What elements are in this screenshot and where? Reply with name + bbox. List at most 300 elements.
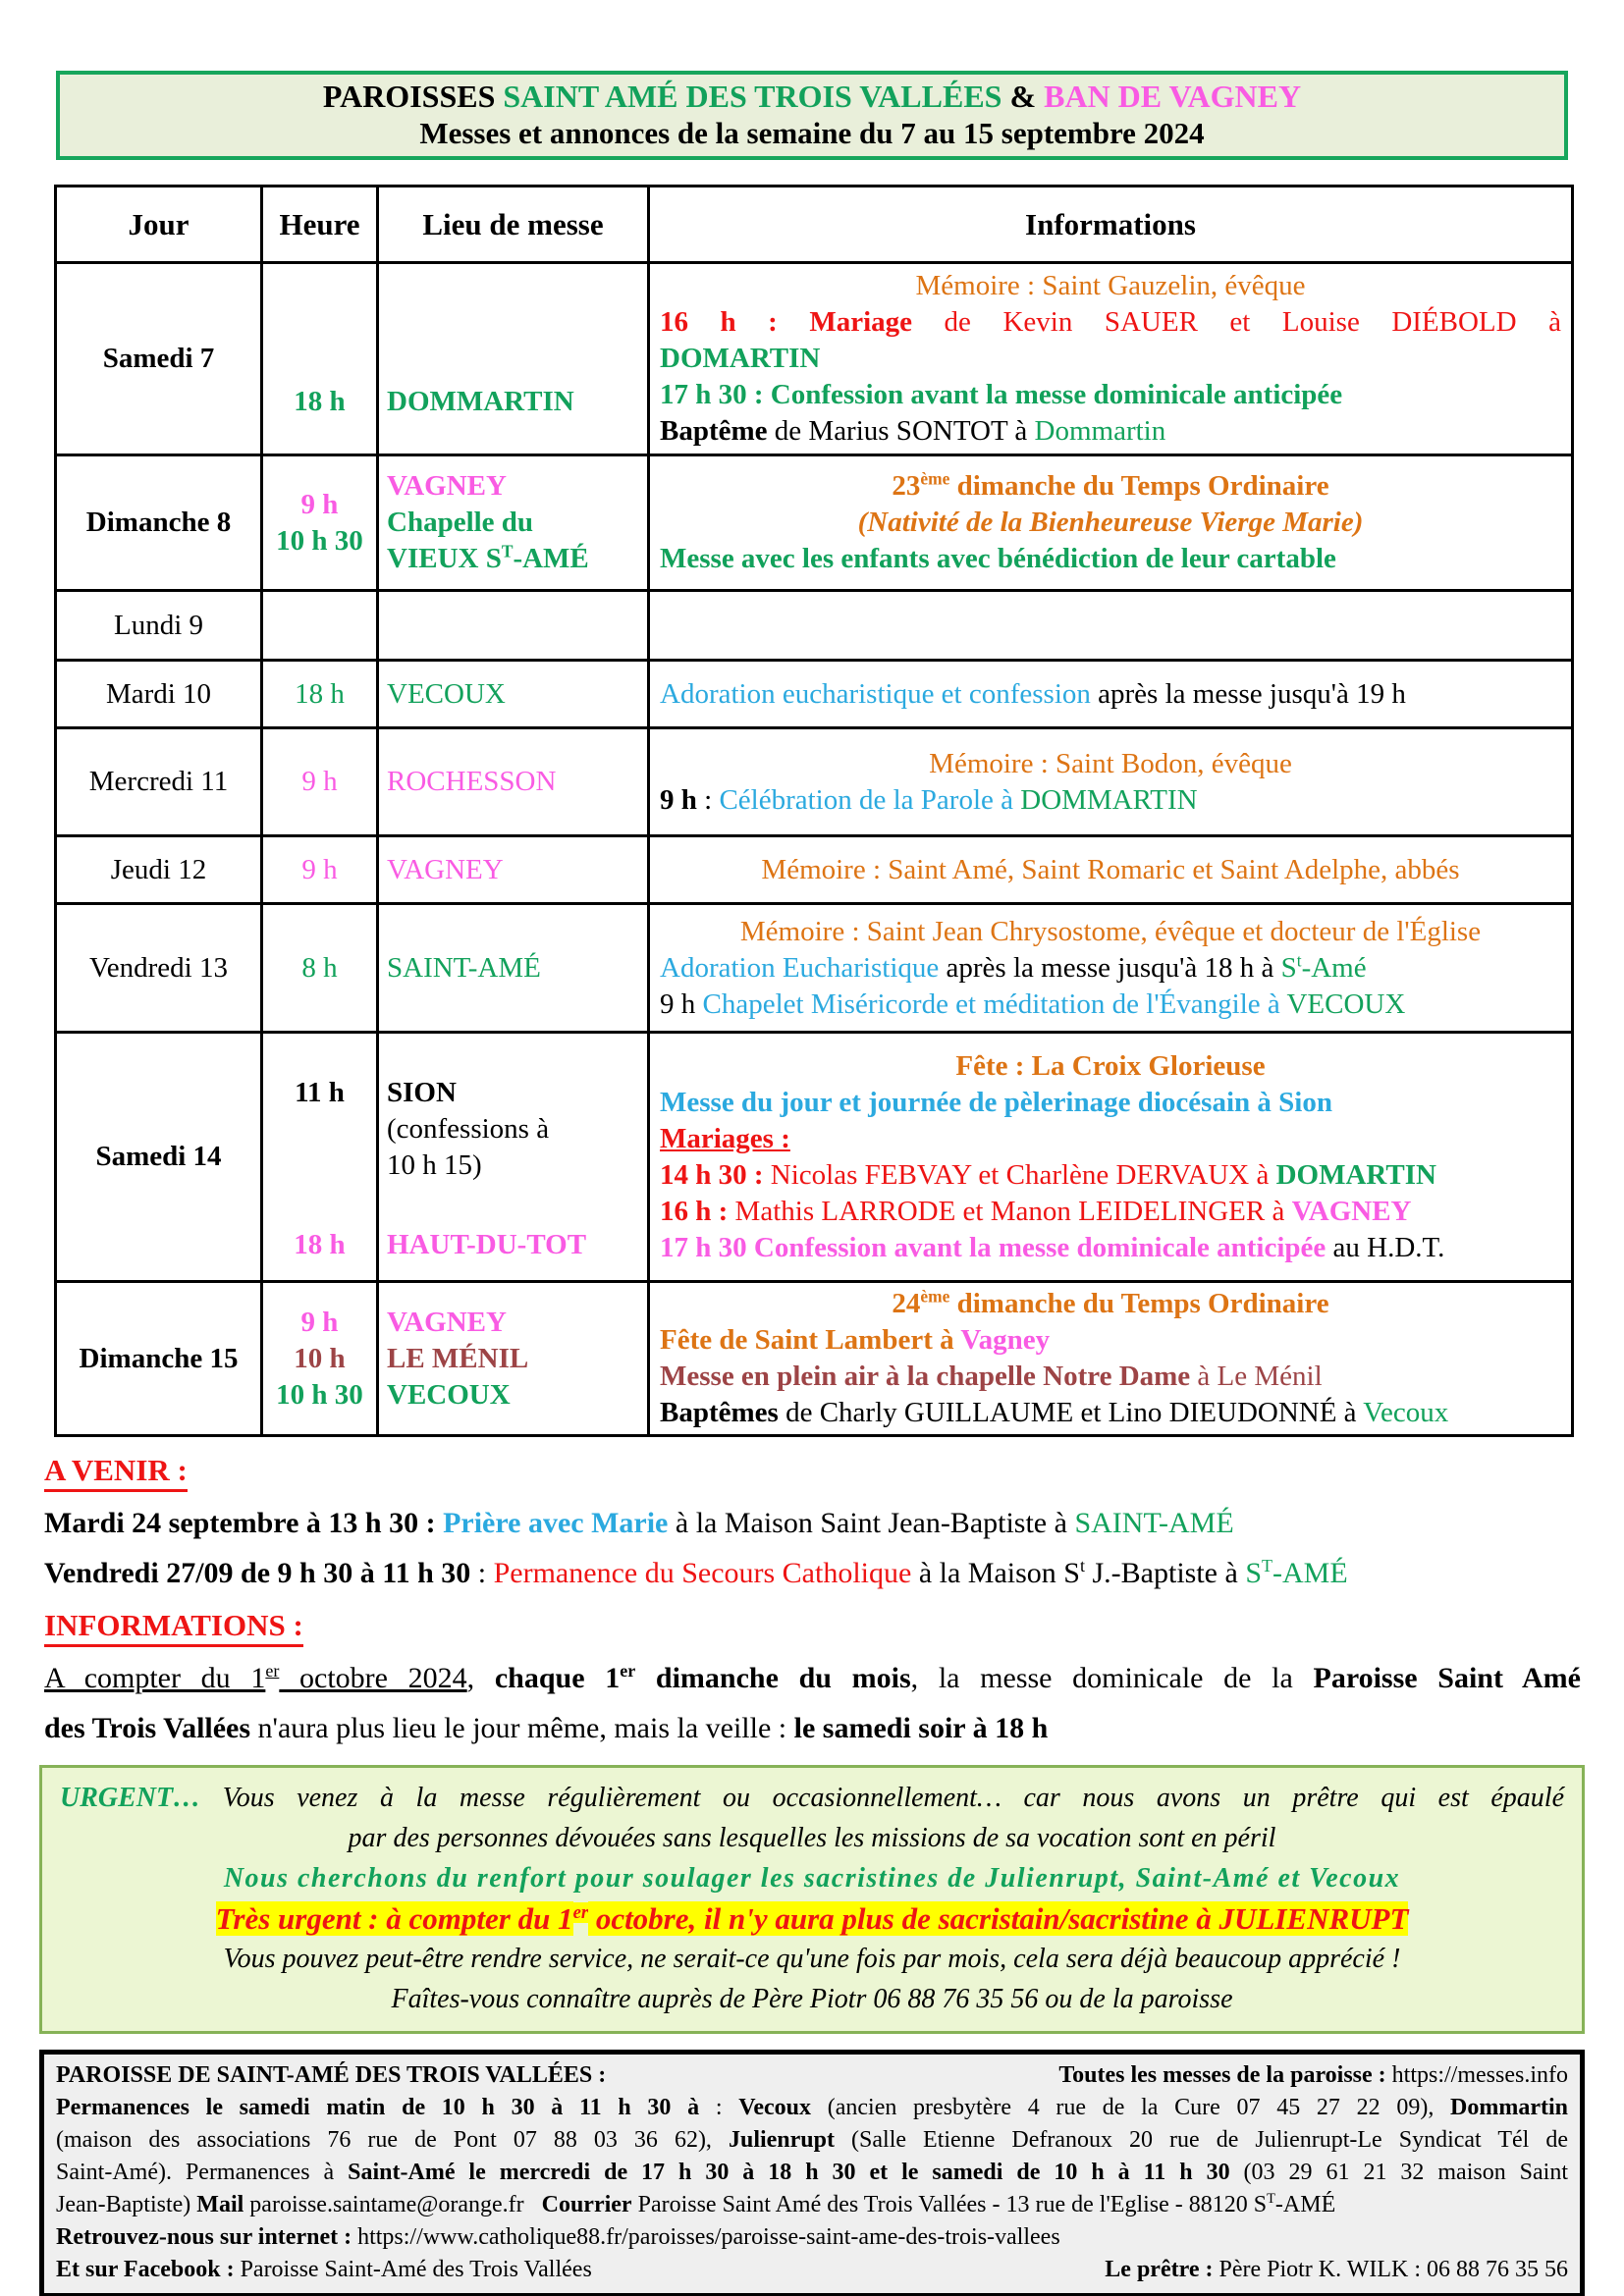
heure-cell: [262, 661, 378, 728]
lieu-cell: [378, 728, 649, 836]
text-line: [660, 914, 1561, 950]
info-cell: [649, 1282, 1573, 1436]
text-segment: T: [1262, 1556, 1272, 1575]
text-segment: Permanences le samedi matin de 10 h 30 à 11 h 30 à: [56, 2095, 700, 2120]
schedule-row-samedi-14: [56, 1033, 1573, 1282]
text-segment: dimanche du mois: [635, 1662, 911, 1694]
text-segment: 17 h 30 : Confession avant la messe dominicale anticipée: [660, 379, 1343, 410]
text-segment: Adoration eucharistique et confession: [660, 677, 1091, 710]
text-segment: 11 h: [295, 1077, 345, 1108]
lieu-cell: [378, 263, 649, 455]
jour-cell: [56, 836, 262, 904]
text-segment: de Marius SONTOT à: [767, 415, 1035, 447]
text-segment: 24: [892, 1288, 921, 1319]
text-segment: à la Maison S: [911, 1557, 1080, 1589]
info-cell: [649, 836, 1573, 904]
jour-cell: [56, 904, 262, 1033]
text-line: [263, 1075, 376, 1111]
text-segment: Baptême: [660, 415, 768, 447]
heure-cell: [262, 263, 378, 455]
text-segment: dimanche du Temps Ordinaire: [949, 470, 1329, 502]
text-segment: Vecoux: [1363, 1397, 1449, 1428]
text-segment: PAROISSE DE SAINT-AMÉ DES TROIS VALLÉES :: [56, 2062, 607, 2088]
text-line: [263, 384, 376, 420]
text-segment: SAINT-AMÉ: [387, 951, 541, 984]
text-segment: chaque 1: [494, 1662, 621, 1694]
text-segment: au H.D.T.: [1326, 1231, 1445, 1263]
text-segment: après la messe jusqu'à 19 h: [1090, 677, 1406, 710]
text-line: [660, 1395, 1561, 1431]
text-line: [660, 304, 1561, 341]
lieu-cell: [378, 661, 649, 728]
info-cell: [649, 661, 1573, 728]
text-segment: SION: [387, 1077, 457, 1108]
schedule-row-lundi-9: [56, 591, 1573, 661]
text-segment: Retrouvez-nous sur internet :: [56, 2224, 352, 2250]
line-left: [56, 2059, 606, 2092]
text-segment: ROCHESSON: [387, 766, 557, 797]
text-segment: Mémoire : Saint Bodon, évêque: [929, 747, 1292, 779]
text-line: [60, 1939, 1564, 1979]
lieu-cell: [378, 591, 649, 661]
text-line: [56, 2059, 1568, 2092]
text-segment: Jean-Baptiste): [56, 2192, 197, 2217]
text-segment: octobre 2024: [279, 1662, 467, 1694]
text-segment: 16 h :: [660, 1195, 729, 1227]
schedule-row-jeudi-12: [56, 836, 1573, 904]
text-segment: 14 h 30 :: [660, 1158, 764, 1191]
text-line: [263, 676, 376, 713]
text-segment: Mariages :: [660, 1122, 790, 1154]
text-line: [263, 1341, 376, 1377]
text-line: [57, 608, 260, 644]
text-segment: VECOUX: [1286, 988, 1406, 1020]
schedule-row-vendredi-13: [56, 904, 1573, 1033]
text-segment: SAINT-AMÉ: [1074, 1507, 1234, 1539]
text-line: [660, 541, 1561, 577]
text-segment: , la messe dominicale de la: [910, 1662, 1314, 1694]
text-line: [387, 468, 647, 505]
text-segment: -AMÉ: [1274, 2192, 1336, 2217]
text-line: [660, 1085, 1561, 1121]
text-line: [660, 1230, 1561, 1266]
text-segment: VECOUX: [387, 677, 506, 710]
heure-cell: [262, 1033, 378, 1282]
link-text[interactable]: https://messes.info: [1385, 2062, 1568, 2088]
text-segment: 17 h 30 Confession avant la messe dominicale anticipée: [660, 1231, 1326, 1263]
contact-footer: [39, 2050, 1585, 2296]
text-segment: Fête : La Croix Glorieuse: [955, 1049, 1266, 1082]
text-line: [263, 950, 376, 987]
text-line: [660, 1048, 1561, 1085]
text-segment: Très urgent : à compter du 1: [215, 1901, 573, 1936]
text-line: [387, 1227, 647, 1263]
text-segment: Vendredi 27/09 de 9 h 30 à 11 h 30: [44, 1557, 471, 1589]
text-segment: Mémoire : Saint Jean Chrysostome, évêque et docteur de l'Église: [739, 915, 1482, 947]
text-segment: 8 h: [301, 951, 338, 984]
jour-cell: [56, 263, 262, 455]
text-segment: t: [1296, 949, 1302, 970]
text-segment: 10 h 30: [276, 524, 363, 557]
info-cell: [649, 455, 1573, 591]
text-line: [60, 1778, 1564, 1818]
text-segment: Prière avec Marie: [443, 1507, 669, 1539]
text-line: [57, 852, 260, 888]
lieu-cell: [378, 455, 649, 591]
text-line: [56, 2254, 1568, 2286]
lieu-cell: [378, 836, 649, 904]
text-line: [60, 1818, 1564, 1858]
text-segment: de Kevin SAUER et Louise DIÉBOLD à: [912, 306, 1561, 338]
text-segment: Nicolas FEBVAY et Charlène DERVAUX à: [763, 1158, 1276, 1191]
text-line: [387, 1075, 647, 1111]
text-line: [660, 950, 1561, 987]
text-line: [56, 2124, 1568, 2157]
text-segment: Dimanche 8: [85, 507, 232, 538]
text-segment: S: [1245, 1557, 1262, 1589]
text-segment: :: [470, 1557, 494, 1589]
text-segment: SAINT AMÉ DES TROIS VALLÉES: [503, 79, 1002, 114]
text-segment: n'aura plus lieu le jour même, mais la veille :: [250, 1712, 794, 1744]
text-segment: à Le Ménil: [1190, 1361, 1323, 1392]
text-segment: Courrier: [541, 2192, 632, 2217]
text-line: [660, 782, 1561, 819]
text-segment: Chapelet Miséricorde et méditation de l'Évangile à: [702, 988, 1287, 1020]
text-line: [263, 523, 376, 560]
text-segment: Chapelle du: [387, 507, 534, 538]
text-line: [660, 268, 1561, 304]
text-line: [263, 764, 376, 800]
text-line: [387, 852, 647, 888]
schedule-body: [56, 263, 1573, 1436]
text-line: [57, 505, 260, 541]
text-line: [60, 1898, 1564, 1939]
text-segment: Paroisse Saint Amé des Trois Vallées - 13 rue de l'Eglise - 88120 S: [631, 2192, 1268, 2217]
text-segment: Vecoux: [738, 2095, 812, 2120]
text-segment: DOMARTIN: [660, 343, 821, 374]
link-text[interactable]: https://www.catholique88.fr/paroisses/paroisse-saint-ame-des-trois-vallees: [352, 2224, 1060, 2250]
text-line: [56, 2221, 1568, 2254]
text-segment: (ancien presbytère 4 rue de la Cure 07 45 27 22 09),: [811, 2095, 1451, 2120]
text-segment: (03 29 61 21 32 maison Saint: [1229, 2160, 1569, 2185]
text-line: [60, 79, 1564, 115]
text-segment: VAGNEY: [387, 470, 507, 502]
text-line: [660, 505, 1561, 541]
text-segment: Saint-Amé le mercredi de 17 h 30 à 18 h 30 et le samedi de 10 h à 11 h 30: [348, 2160, 1230, 2185]
text-line: [387, 541, 647, 577]
mass-schedule-table: [54, 185, 1574, 1437]
text-segment: Nous cherchons du renfort pour soulager les sacristines de Julienrupt, Saint-Amé et Vecoux: [223, 1863, 1401, 1894]
col-header-jour: Jour: [56, 187, 262, 263]
info-cell: [649, 728, 1573, 836]
text-segment: à la Maison Saint Jean-Baptiste à: [668, 1507, 1075, 1539]
jour-cell: [56, 1282, 262, 1436]
text-line: [660, 852, 1561, 888]
text-segment: 10 h 15): [387, 1149, 482, 1181]
text-segment: Baptêmes: [660, 1397, 779, 1428]
schedule-row-mercredi-11: [56, 728, 1573, 836]
text-segment: Permanence du Secours Catholique: [493, 1557, 912, 1589]
text-line: [263, 1227, 376, 1263]
info-cell: [649, 591, 1573, 661]
text-segment: Saint-Amé). Permanences à: [56, 2160, 349, 2185]
text-segment: 18 h: [295, 677, 345, 710]
text-segment: Messe en plein air à la chapelle Notre Dame: [660, 1361, 1191, 1392]
text-segment: Mardi 24 septembre à 13 h 30 :: [44, 1507, 444, 1539]
col-header-informations: Informations: [649, 187, 1573, 263]
jour-cell: [56, 455, 262, 591]
text-segment: Mail: [196, 2192, 244, 2217]
line-left: [56, 2254, 592, 2286]
schedule-row-mardi-10: [56, 661, 1573, 728]
text-line: [660, 1194, 1561, 1230]
schedule-row-samedi-7: [56, 263, 1573, 455]
text-segment: VECOUX: [387, 1378, 511, 1411]
text-segment: PAROISSES: [322, 79, 504, 114]
text-line: [660, 1121, 1561, 1157]
text-segment: :: [699, 2095, 739, 2120]
text-segment: Adoration Eucharistique: [660, 951, 940, 984]
text-segment: par des personnes dévouées sans lesquelles les missions de sa vocation sont en péril: [348, 1823, 1276, 1853]
text-segment: Mardi 10: [105, 677, 212, 710]
text-line: [60, 1979, 1564, 2019]
text-segment: LE MÉNIL: [387, 1342, 529, 1374]
jour-cell: [56, 1033, 262, 1282]
text-segment: BAN DE VAGNEY: [1044, 79, 1302, 114]
text-segment: de Charly GUILLAUME et Lino DIEUDONNÉ à: [778, 1397, 1364, 1428]
text-line: [387, 676, 647, 713]
text-segment: (maison des associations 76 rue de Pont 07 88 03 36 62),: [56, 2127, 729, 2153]
text-segment: VIEUX S: [387, 543, 502, 574]
text-segment: 9 h: [301, 853, 338, 885]
jour-cell: [56, 661, 262, 728]
text-line: [56, 2092, 1568, 2124]
text-line: [57, 1139, 260, 1175]
text-segment: 18 h: [294, 1229, 346, 1260]
text-segment: VAGNEY: [1291, 1195, 1412, 1227]
text-line: [387, 1341, 647, 1377]
a-venir-section: [44, 1453, 1581, 1592]
informations-section: [44, 1608, 1581, 1747]
text-segment: Dimanche 15: [79, 1342, 239, 1374]
jour-cell: [56, 591, 262, 661]
info-cell: [649, 263, 1573, 455]
text-segment: après la messe jusqu'à 18 h à: [939, 951, 1281, 984]
text-segment: Dommartin: [1034, 415, 1166, 447]
text-segment: (Salle Etienne Defranoux 20 rue de Julienrupt-Le Syndicat Tél de: [835, 2127, 1568, 2153]
text-segment: ème: [920, 468, 950, 489]
text-segment: Vendredi 13: [89, 951, 228, 984]
text-segment: Vagney: [960, 1324, 1051, 1356]
text-segment: Messe avec les enfants avec bénédiction de leur cartable: [660, 543, 1336, 574]
info-cell: [649, 904, 1573, 1033]
text-segment: Mémoire : Saint Amé, Saint Romaric et Saint Adelphe, abbés: [761, 853, 1460, 885]
text-line: [263, 1305, 376, 1341]
text-segment: 18 h: [294, 386, 346, 417]
text-line: [660, 468, 1561, 505]
text-line: [44, 1710, 1581, 1747]
text-segment: DOMMARTIN: [387, 386, 574, 417]
text-segment: -Amé: [1301, 951, 1367, 984]
text-segment: Mémoire : Saint Gauzelin, évêque: [915, 270, 1306, 301]
text-line: [263, 1377, 376, 1414]
text-line: [660, 1286, 1561, 1322]
text-segment: A compter du 1: [44, 1662, 266, 1694]
col-header-heure: Heure: [262, 187, 378, 263]
text-line: [660, 746, 1561, 782]
text-line: [387, 1111, 647, 1148]
text-segment: 10 h: [294, 1342, 346, 1374]
text-segment: er: [620, 1661, 636, 1681]
line-right: [1105, 2254, 1568, 2286]
text-line: [57, 341, 260, 377]
text-segment: Célébration de la Parole à: [719, 783, 1021, 816]
text-line: [660, 341, 1561, 377]
text-segment: DOMMARTIN: [1020, 783, 1198, 816]
text-segment: dimanche du Temps Ordinaire: [949, 1288, 1329, 1319]
text-line: [660, 1359, 1561, 1395]
lieu-cell: [378, 904, 649, 1033]
text-segment: ,: [466, 1662, 495, 1694]
text-line: [387, 1377, 647, 1414]
text-segment: -AMÉ: [1272, 1557, 1348, 1589]
text-segment: 9 h: [300, 488, 339, 520]
text-segment: VAGNEY: [387, 853, 504, 885]
text-segment: Samedi 14: [95, 1141, 222, 1172]
heure-cell: [262, 904, 378, 1033]
text-segment: VAGNEY: [387, 1306, 507, 1338]
text-line: [60, 1858, 1564, 1898]
text-segment: :: [696, 783, 720, 816]
text-line: [57, 764, 260, 800]
text-segment: Toutes les messes de la paroisse :: [1058, 2062, 1386, 2088]
col-header-lieu: Lieu de messe: [378, 187, 649, 263]
text-segment: Lundi 9: [113, 609, 204, 641]
text-line: [660, 377, 1561, 413]
text-segment: 9 h: [660, 988, 703, 1020]
text-segment: 10 h 30: [276, 1378, 363, 1411]
text-segment: T: [1267, 2191, 1275, 2207]
bulletin-subtitle: Messes et annonces de la semaine du 7 au 15 septembre 2024: [419, 116, 1205, 150]
text-line: [263, 487, 376, 523]
text-line: [387, 505, 647, 541]
text-segment: Mercredi 11: [88, 766, 229, 797]
text-segment: Paroisse Saint-Amé des Trois Vallées: [234, 2257, 592, 2282]
a-venir-heading: A VENIR :: [44, 1453, 188, 1492]
text-line: [660, 987, 1561, 1023]
info-cell: [649, 1033, 1573, 1282]
text-line: [57, 676, 260, 713]
text-segment: t: [1079, 1556, 1085, 1575]
text-line: [387, 384, 647, 420]
schedule-header-row: [56, 187, 1573, 263]
jour-cell: [56, 728, 262, 836]
text-line: [44, 1505, 1581, 1542]
text-line: [57, 950, 260, 987]
text-segment: Dommartin: [1450, 2095, 1569, 2120]
text-segment: 9 h: [300, 1306, 339, 1338]
text-segment: DOMARTIN: [1275, 1158, 1436, 1191]
text-segment: 9 h: [660, 783, 697, 816]
text-segment: (Nativité de la Bienheureuse Vierge Marie): [857, 507, 1364, 538]
line-right: [1058, 2059, 1568, 2092]
text-segment: des Trois Vallées: [44, 1712, 251, 1744]
schedule-row-dimanche-8: [56, 455, 1573, 591]
heure-cell: [262, 728, 378, 836]
text-line: [660, 1157, 1561, 1194]
text-segment: 23: [892, 470, 921, 502]
text-segment: URGENT…: [60, 1783, 223, 1813]
schedule-row-dimanche-15: [56, 1282, 1573, 1436]
informations-heading: INFORMATIONS :: [44, 1608, 303, 1647]
text-segment: le samedi soir à 18 h: [793, 1712, 1049, 1744]
text-segment: Samedi 7: [102, 343, 215, 374]
text-segment: octobre, il n'y aura plus de sacristain/sacristine à JULIENRUPT: [588, 1901, 1409, 1936]
text-line: [57, 1341, 260, 1377]
text-line: [263, 852, 376, 888]
heure-cell: [262, 1282, 378, 1436]
text-segment: &: [1001, 79, 1045, 114]
text-line: [660, 1322, 1561, 1359]
text-line: [56, 2189, 1568, 2221]
text-segment: er: [265, 1661, 280, 1681]
text-segment: Mathis LARRODE et Manon LEIDELINGER à: [728, 1195, 1292, 1227]
text-segment: Vous venez à la messe régulièrement ou occasionnellement… car nous avons un prêtre qui est épaulé: [222, 1783, 1565, 1813]
text-line: [660, 676, 1561, 713]
text-segment: 16 h : Mariage: [660, 306, 913, 338]
text-segment: HAUT-DU-TOT: [387, 1229, 587, 1260]
link-text[interactable]: paroisse.saintame@orange.fr: [244, 2192, 542, 2217]
text-segment: er: [572, 1901, 589, 1923]
text-line: [660, 413, 1561, 450]
text-segment: 9 h: [301, 766, 338, 797]
text-segment: ème: [920, 1286, 950, 1307]
text-segment: Vous pouvez peut-être rendre service, ne serait-ce qu'une fois par mois, cela sera déjà beaucoup apprécié !: [223, 1944, 1401, 1974]
heure-cell: [262, 591, 378, 661]
text-segment: Paroisse Saint Amé: [1313, 1662, 1581, 1694]
lieu-cell: [378, 1282, 649, 1436]
text-line: [44, 1660, 1581, 1697]
text-segment: Messe du jour et journée de pèlerinage diocésain à Sion: [660, 1086, 1332, 1118]
text-segment: Julienrupt: [728, 2127, 835, 2153]
text-line: [387, 1305, 647, 1341]
text-line: [387, 950, 647, 987]
informations-lines: [44, 1660, 1581, 1747]
text-segment: Et sur Facebook :: [56, 2257, 235, 2282]
text-line: [44, 1555, 1581, 1592]
bulletin-header: [56, 71, 1568, 160]
heure-cell: [262, 836, 378, 904]
a-venir-lines: [44, 1505, 1581, 1592]
text-segment: T: [501, 541, 514, 561]
text-segment: J.-Baptiste à: [1085, 1557, 1246, 1589]
lieu-cell: [378, 1033, 649, 1282]
text-segment: Père Piotr K. WILK : 06 88 76 35 56: [1213, 2257, 1568, 2282]
urgent-notice-box: [39, 1765, 1585, 2034]
text-line: [56, 2157, 1568, 2189]
text-segment: (confessions à: [387, 1113, 550, 1145]
bulletin-title: [60, 79, 1564, 115]
text-segment: Jeudi 12: [110, 853, 207, 885]
text-segment: Faîtes-vous connaître auprès de Père Piotr 06 88 76 35 56 ou de la paroisse: [391, 1984, 1233, 2014]
text-line: [387, 764, 647, 800]
text-segment: Le prêtre :: [1105, 2257, 1214, 2282]
text-line: [387, 1148, 647, 1184]
text-segment: Fête de Saint Lambert à: [660, 1324, 961, 1356]
text-segment: S: [1280, 951, 1297, 984]
text-segment: -AMÉ: [513, 543, 589, 574]
heure-cell: [262, 455, 378, 591]
